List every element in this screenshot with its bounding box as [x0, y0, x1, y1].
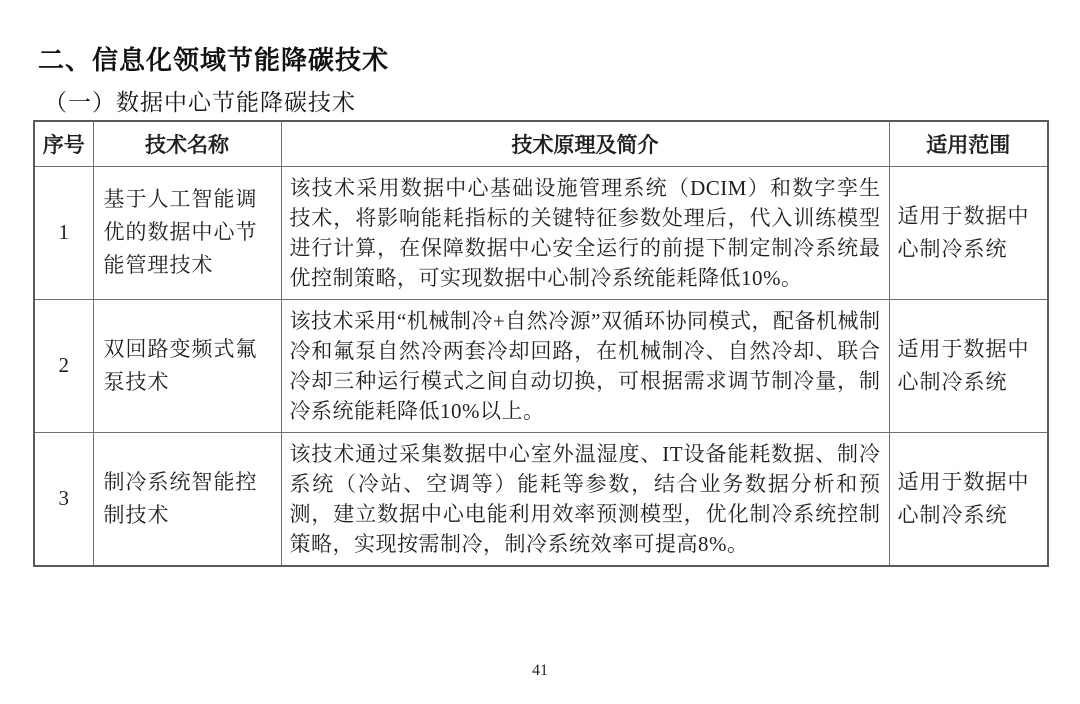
tech-scope: 适用于数据中心制冷系统 [889, 299, 1048, 432]
tech-scope: 适用于数据中心制冷系统 [889, 166, 1048, 299]
row-number: 2 [34, 299, 93, 432]
table-row [34, 432, 1048, 566]
column-header-principle: 技术原理及简介 [281, 121, 889, 166]
tech-principle: 该技术采用“机械制冷+自然冷源”双循环协同模式，配备机械制冷和氟泵自然冷两套冷却回路，在机械制冷、自然冷却、联合冷却三种运行模式之间自动切换，可根据需求调节制冷量，制冷系统能耗降低10%以上。 [281, 299, 889, 432]
table-row [34, 299, 1048, 432]
column-header-name: 技术名称 [93, 121, 281, 166]
tech-name: 双回路变频式氟泵技术 [93, 299, 281, 432]
section-heading: 二、信息化领域节能降碳技术 [38, 45, 390, 75]
row-number: 3 [34, 432, 93, 566]
tech-name: 制冷系统智能控制技术 [93, 432, 281, 566]
column-header-index: 序号 [34, 121, 93, 166]
column-header-scope: 适用范围 [889, 121, 1048, 166]
tech-scope: 适用于数据中心制冷系统 [889, 432, 1048, 566]
technology-table [33, 120, 1049, 567]
subsection-heading: （一）数据中心节能降碳技术 [44, 90, 356, 115]
tech-principle: 该技术采用数据中心基础设施管理系统（DCIM）和数字孪生技术，将影响能耗指标的关键特征参数处理后，代入训练模型进行计算，在保障数据中心安全运行的前提下制定制冷系统最优控制策略，可实现数据中心制冷系统能耗降低10%。 [281, 166, 889, 299]
page-number: 41 [532, 662, 548, 679]
table-header-row [34, 121, 1048, 166]
table-row [34, 166, 1048, 299]
tech-name: 基于人工智能调优的数据中心节能管理技术 [93, 166, 281, 299]
row-number: 1 [34, 166, 93, 299]
tech-principle: 该技术通过采集数据中心室外温湿度、IT设备能耗数据、制冷系统（冷站、空调等）能耗等参数，结合业务数据分析和预测，建立数据中心电能利用效率预测模型，优化制冷系统控制策略，实现按需制冷，制冷系统效率可提高8%。 [281, 432, 889, 566]
